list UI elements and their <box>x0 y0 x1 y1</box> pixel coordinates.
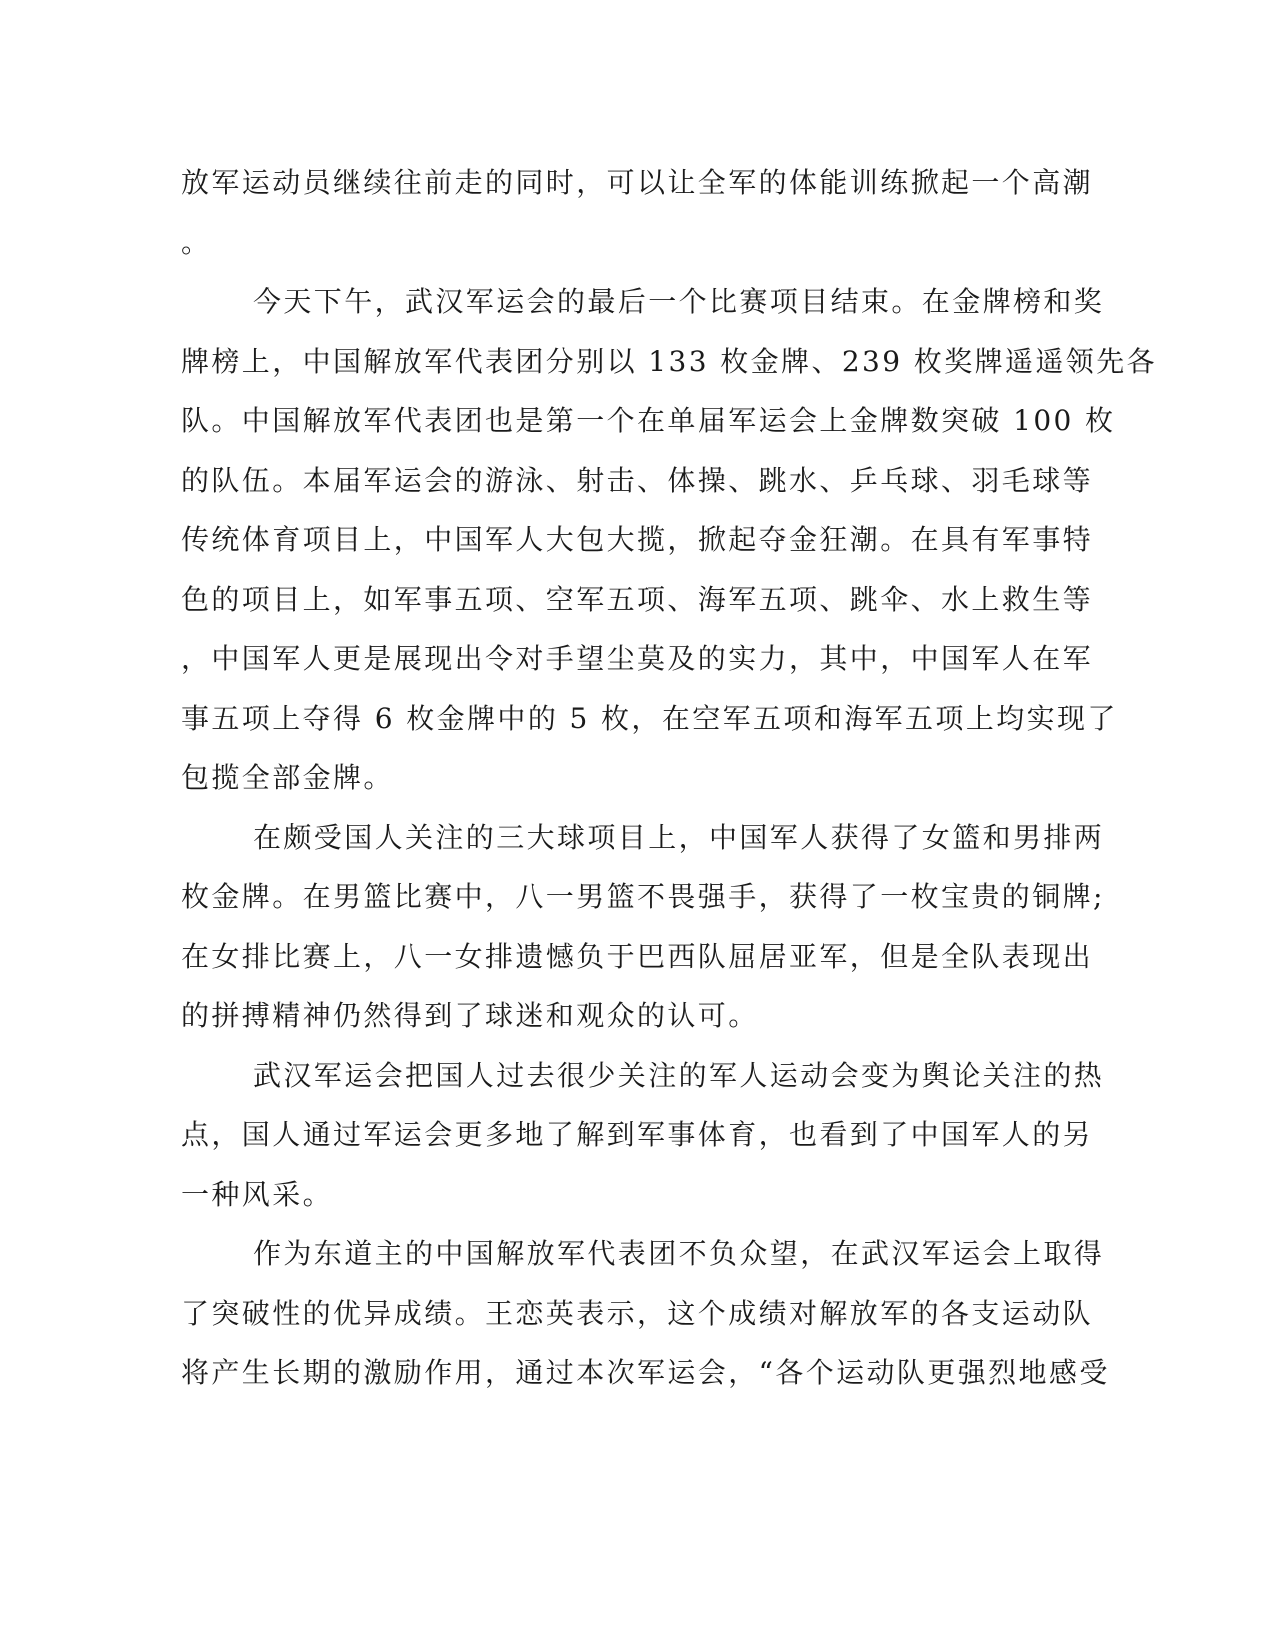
text-line: 的队伍。本届军运会的游泳、射击、体操、跳水、乒乓球、羽毛球等 <box>181 463 1094 497</box>
text-line: 在颇受国人关注的三大球项目上，中国军人获得了女篮和男排两 <box>253 820 1105 854</box>
body-text <box>181 160 1157 1410</box>
text-line: 牌榜上，中国解放军代表团分别以 133 枚金牌、239 枚奖牌遥遥领先各 <box>181 344 1157 378</box>
text-line: 包揽全部金牌。 <box>181 761 394 794</box>
text-line: 色的项目上，如军事五项、空军五项、海军五项、跳伞、水上救生等 <box>181 582 1094 616</box>
text-line: ，中国军人更是展现出令对手望尘莫及的实力，其中，中国军人在军 <box>181 642 1094 675</box>
paragraph-3 <box>181 815 1105 1053</box>
text-line: 了突破性的优异成绩。王恋英表示，这个成绩对解放军的各支运动队 <box>181 1296 1094 1330</box>
paragraph-4 <box>181 1053 1105 1232</box>
text-line: 枚金牌。在男篮比赛中，八一男篮不畏强手，获得了一枚宝贵的铜牌; <box>181 880 1105 913</box>
text-line: 事五项上夺得 6 枚金牌中的 5 枚，在空军五项和海军五项上均实现了 <box>181 701 1118 735</box>
text-line: 作为东道主的中国解放军代表团不负众望，在武汉军运会上取得 <box>253 1237 1105 1270</box>
text-line: 在女排比赛上，八一女排遗憾负于巴西队屈居亚军，但是全队表现出 <box>181 939 1094 973</box>
paragraph-5 <box>181 1231 1110 1410</box>
text-line: 传统体育项目上，中国军人大包大揽，掀起夺金狂潮。在具有军事特 <box>181 523 1094 556</box>
text-line: 将产生长期的激励作用，通过本次军运会，“各个运动队更强烈地感受 <box>181 1356 1110 1389</box>
text-line: 。 <box>181 225 212 259</box>
paragraph-2 <box>181 279 1157 815</box>
text-line: 武汉军运会把国人过去很少关注的军人运动会变为舆论关注的热 <box>253 1058 1105 1092</box>
text-line: 一种风采。 <box>181 1177 334 1211</box>
text-line: 队。中国解放军代表团也是第一个在单届军运会上金牌数突破 100 枚 <box>181 404 1116 437</box>
text-line: 点，国人通过军运会更多地了解到军事体育，也看到了中国军人的另 <box>181 1118 1094 1151</box>
paragraph-1 <box>181 160 1094 279</box>
text-line: 的拼搏精神仍然得到了球迷和观众的认可。 <box>181 999 759 1032</box>
text-line: 今天下午，武汉军运会的最后一个比赛项目结束。在金牌榜和奖 <box>253 285 1105 318</box>
text-line: 放军运动员继续往前走的同时，可以让全军的体能训练掀起一个高潮 <box>181 166 1094 199</box>
